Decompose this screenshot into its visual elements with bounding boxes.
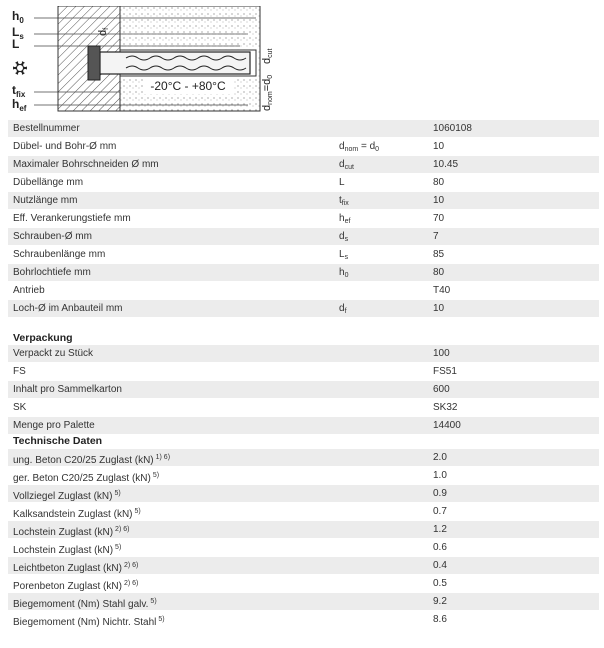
table-row: Leichtbeton Zuglast (kN) $^{2) 6)}$ 0.4	[8, 557, 599, 575]
table-row: Vollziegel Zuglast (kN) $^{5)}$ 0.9	[8, 485, 599, 503]
label-df: df	[97, 27, 110, 36]
section-title-technical: Technische Daten	[13, 435, 103, 447]
symbol-h0: $h_0$	[339, 267, 349, 279]
table-row: Nutzlänge mm $t_{fix}$ 10	[8, 192, 599, 210]
temperature-range: -20°C - +80°C	[150, 79, 226, 93]
table-row: Dübel- und Bohr-Ø mm $d_{nom} = d_0$ 10	[8, 138, 599, 156]
label-ls: $L_s$	[12, 25, 24, 41]
label-dcut: dcut	[261, 48, 274, 64]
table-row: FS FS51	[8, 363, 599, 381]
table-row: Dübellänge mm L 80	[8, 174, 599, 192]
table-row: Bestellnummer 1060108	[8, 120, 599, 138]
label-h0: $h_0$	[12, 9, 24, 25]
table-row: Lochstein Zuglast (kN) $^{2) 6)}$ 1.2	[8, 521, 599, 539]
table-row: Loch-Ø im Anbauteil mm $d_f$ 10	[8, 300, 599, 318]
symbol-tfix: $t_{fix}$	[339, 195, 349, 207]
symbol-ds: $d_s$	[339, 231, 349, 243]
section-title-packaging: Verpackung	[13, 332, 73, 344]
table-row: Menge pro Palette 14400	[8, 417, 599, 435]
symbol-dcut: $d_{cut}$	[339, 159, 354, 171]
label-tfix: $t_{fix}$	[12, 83, 26, 99]
table-row: Eff. Verankerungstiefe mm $h_{ef}$ 70	[8, 210, 599, 228]
table-row: Schraubenlänge mm $L_s$ 85	[8, 246, 599, 264]
symbol-ls: $L_s$	[339, 249, 349, 261]
table-row: Maximaler Bohrschneiden Ø mm $d_{cut}$ 10.45	[8, 156, 599, 174]
table-row: ger. Beton C20/25 Zuglast (kN) $^{5)}$ 1.0	[8, 467, 599, 485]
table-row: Porenbeton Zuglast (kN) $^{2) 6)}$ 0.5	[8, 575, 599, 593]
table-row: SK SK32	[8, 399, 599, 417]
table-row: Bohrlochtiefe mm $h_0$ 80	[8, 264, 599, 282]
table-row: Inhalt pro Sammelkarton 600	[8, 381, 599, 399]
table-row: Biegemoment (Nm) Stahl galv. $^{5)}$ 9.2	[8, 593, 599, 611]
symbol-dnom: $d_{nom} = d_0$	[339, 141, 380, 153]
technical-table	[8, 449, 599, 629]
table-row: Lochstein Zuglast (kN) $^{5)}$ 0.6	[8, 539, 599, 557]
label-hef: $h_{ef}$	[12, 97, 27, 113]
table-row: Biegemoment (Nm) Nichtr. Stahl $^{5)}$ 8.6	[8, 611, 599, 629]
table-row: Kalksandstein Zuglast (kN) $^{5)}$ 0.7	[8, 503, 599, 521]
symbol-hef: $h_{ef}$	[339, 213, 351, 225]
label-l: L	[12, 37, 20, 51]
anchor-diagram	[8, 6, 283, 116]
table-row: Schrauben-Ø mm $d_s$ 7	[8, 228, 599, 246]
table-row: Antrieb T40	[8, 282, 599, 300]
packaging-table	[8, 345, 599, 435]
label-dnom: dnom=d0	[261, 74, 274, 111]
spec-table	[8, 120, 599, 318]
table-row: ung. Beton C20/25 Zuglast (kN) $^{1) 6)}$ 2.0	[8, 449, 599, 467]
table-row: Verpackt zu Stück 100	[8, 345, 599, 363]
symbol-df: $d_f$	[339, 303, 347, 315]
torx-icon	[13, 60, 27, 76]
